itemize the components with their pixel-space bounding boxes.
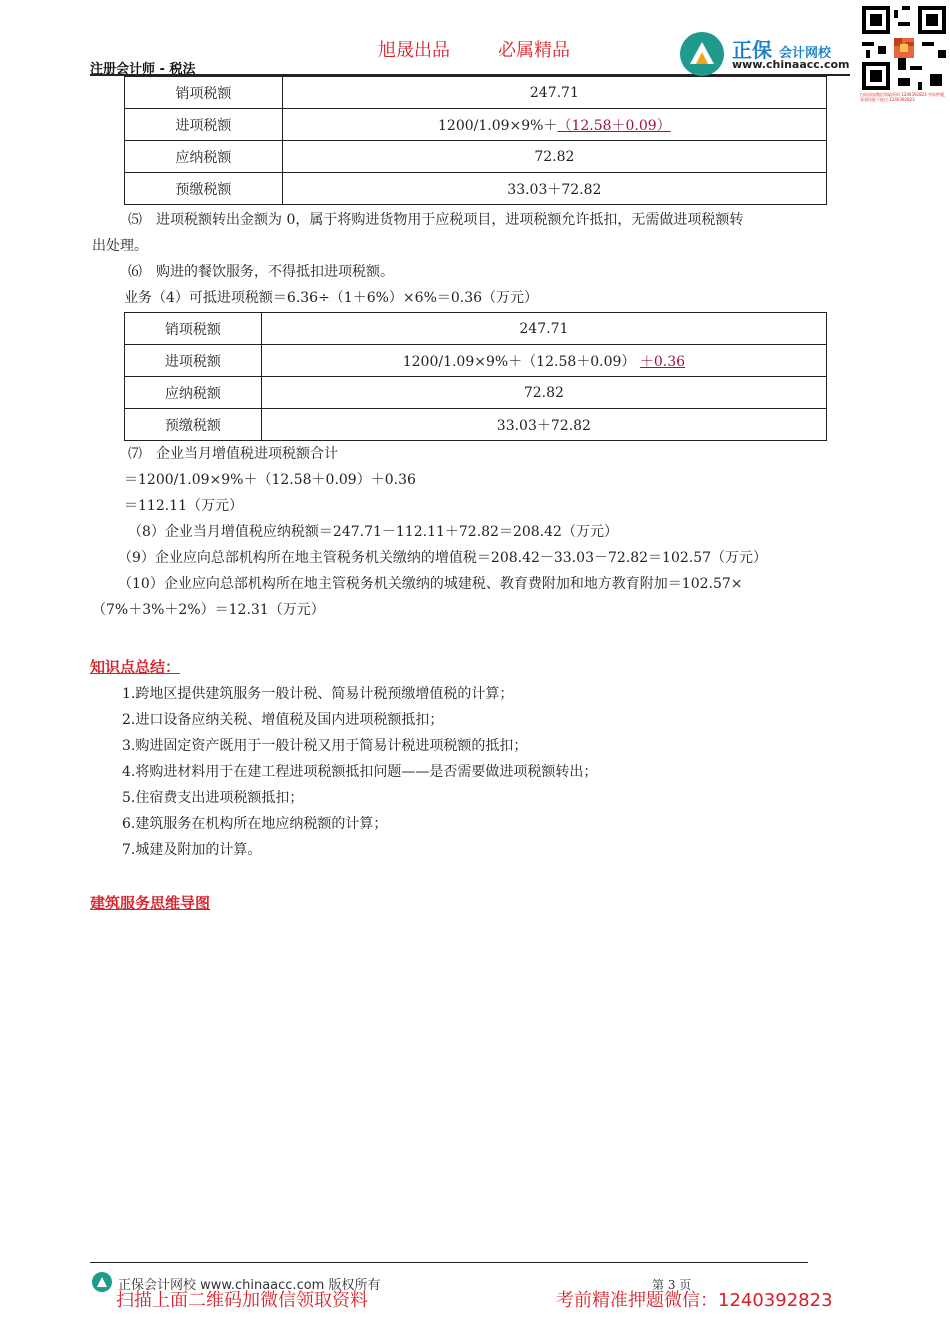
table-row [125,377,827,409]
row-label: 预缴税额 [125,409,262,441]
logo-url: www.chinaacc.com [732,58,850,71]
doc-title: 注册会计师 - 税法 [90,62,196,77]
list-item: 4.将购进材料用于在建工程进项税额抵扣问题——是否需要做进项税额转出； [122,764,598,780]
row-value-text: 1200/1.09×9%＋（12.58＋0.09） [402,353,636,370]
row-label: 进项税额 [125,109,283,141]
row-label: 应纳税额 [125,377,262,409]
inserted-text: ＋0.36 [639,353,686,370]
chinaacc-logo-icon [680,32,724,76]
slogan-right: 必属精品 [498,40,570,61]
business-4: 业务（4）可抵进项税额＝6.36÷（1＋6%）×6%＝0.36（万元） [124,290,539,306]
item-9: （9）企业应向总部机构所在地主管税务机关缴纳的增值税＝208.42－33.03－72.82＝102.57（万元） [118,550,768,566]
calc-line-1: ＝1200/1.09×9%＋（12.58＋0.09）＋0.36 [124,472,416,488]
para-5-line2: 出处理。 [92,238,148,254]
footer-rule [90,1262,808,1263]
summary-heading: 知识点总结： [90,658,181,676]
row-value [261,313,826,345]
row-value [282,109,826,141]
qr-code-icon[interactable] [862,6,946,90]
para-7: ⑺ 企业当月增值税进项税额合计 [128,446,338,462]
row-label: 进项税额 [125,345,262,377]
logo-brand-school: 会计网校 [778,46,831,61]
list-item: 7.城建及附加的计算。 [122,842,262,858]
list-item: 6.建筑服务在机构所在地应纳税额的计算； [122,816,388,832]
para-5-line1: ⑸ 进项税额转出金额为 0，属于将购进货物用于应税项目，进项税额允许抵扣，无需做进项税额转 [128,212,744,228]
row-value-text: 33.03＋72.82 [507,181,602,198]
row-value [282,173,826,205]
row-label: 应纳税额 [125,141,283,173]
table-row [125,173,827,205]
item-10-line2: （7%＋3%＋2%）＝12.31（万元） [92,602,325,618]
row-label: 销项税额 [125,313,262,345]
list-item: 2.进口设备应纳关税、增值税及国内进项税额抵扣； [122,712,444,728]
row-value [261,409,826,441]
footer-copyright: 正保会计网校 www.chinaacc.com 版权所有 [118,1278,381,1293]
qr-note: 扫码添加微信领取资料 1240392823 考前押题，看看你能不能过 1240392823 [860,92,948,102]
footer-promo-left: 扫描上面二维码加微信领取资料 [116,1290,368,1311]
logo-brand-main: 正保 [732,38,772,62]
slogan-left: 旭晟出品 [378,40,450,61]
row-label: 预缴税额 [125,173,283,205]
row-label: 销项税额 [125,77,283,109]
row-value [261,345,826,377]
calc-line-2: ＝112.11（万元） [124,498,243,514]
footer-logo-icon [92,1272,112,1292]
row-value-text: 1200/1.09×9%＋ [438,117,558,134]
row-value [282,77,826,109]
list-item: 1.跨地区提供建筑服务一般计税、简易计税预缴增值税的计算； [122,686,514,702]
table-row [125,313,827,345]
para-6: ⑹ 购进的餐饮服务，不得抵扣进项税额。 [128,264,394,280]
row-value-text: 247.71 [519,320,569,337]
page-number: 第 3 页 [652,1278,692,1292]
list-item: 3.购进固定资产既用于一般计税又用于简易计税进项税额的抵扣； [122,738,528,754]
table-row [125,141,827,173]
table-row [125,77,827,109]
mindmap-heading[interactable]: 建筑服务思维导图 [90,894,211,912]
row-value-text: 33.03＋72.82 [496,417,591,434]
row-value [282,141,826,173]
list-item: 5.住宿费支出进项税额抵扣； [122,790,304,806]
table-row [125,109,827,141]
row-value-text: 72.82 [523,384,564,401]
item-10-line1: （10）企业应向总部机构所在地主管税务机关缴纳的城建税、教育费附加和地方教育附加＝102.57× [118,576,743,592]
row-value-text: 247.71 [529,84,579,101]
row-value [261,377,826,409]
table-row [125,345,827,377]
footer-promo-right: 考前精准押题微信：1240392823 [556,1290,833,1311]
item-8: （8）企业当月增值税应纳税额＝247.71－112.11＋72.82＝208.42（万元） [128,524,618,540]
row-value-text: 72.82 [534,148,575,165]
tax-table-2 [124,312,827,441]
table-row [125,409,827,441]
inserted-text: （12.58＋0.09） [557,117,671,134]
tax-table-1 [124,76,827,205]
